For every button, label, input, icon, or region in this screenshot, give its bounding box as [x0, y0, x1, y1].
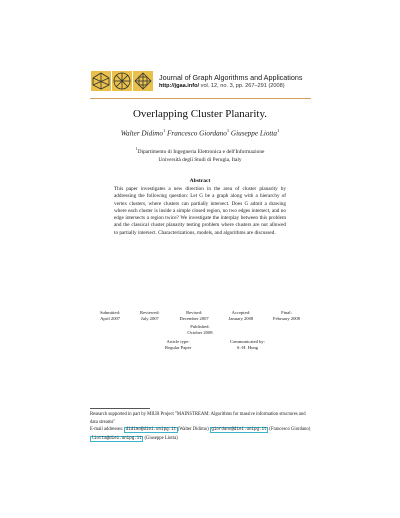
history-date: January 2008 — [228, 316, 254, 321]
history-value: Regular Paper — [165, 345, 192, 350]
jgaa-logo-icon — [90, 70, 154, 92]
journal-name: Journal of Graph Algorithms and Applications — [159, 73, 303, 82]
history-submitted — [100, 310, 120, 322]
footnote-research: Research supported in part by MIUR Project "MAINSTREAM: Algorithms for massive information structures and data streams" — [90, 412, 306, 425]
history-article-type — [165, 339, 191, 351]
email-person: (Giuseppe Liotta) — [144, 435, 178, 441]
history-date: April 2007 — [100, 316, 121, 321]
email-prefix: E-mail addresses: — [90, 427, 125, 432]
history-label: Revised: — [186, 310, 203, 315]
history-label: Communicated by: — [229, 339, 265, 344]
affiliation-line: Dipartimento di Ingegneria Elettronica e dell'Informazione — [137, 148, 265, 155]
history-revised — [180, 310, 209, 322]
author-mark: 1 — [277, 128, 280, 133]
header-rule — [90, 98, 311, 99]
history-date: February 2008 — [273, 316, 300, 321]
history-communicated-by — [230, 339, 265, 351]
history-published — [0, 324, 400, 336]
history-label: Reviewed: — [140, 310, 160, 315]
history-accepted — [229, 310, 254, 322]
submission-row — [165, 339, 265, 351]
affiliation-mark: 1 — [135, 146, 138, 151]
email-person: (Francesco Giordano) — [269, 427, 311, 432]
submission-history — [100, 310, 300, 322]
history-value: S.-H. Hong — [236, 345, 258, 350]
affiliation — [0, 145, 400, 164]
journal-citation-line — [159, 83, 285, 89]
affiliation-line: Università degli Studi di Perugia, Italy — [158, 156, 242, 163]
footnote — [90, 411, 312, 443]
history-label: Final: — [281, 310, 292, 315]
abstract-heading: Abstract — [189, 178, 211, 184]
email-link[interactable]: giordano@diei.unipg.it — [211, 428, 267, 432]
footnote-rule — [90, 408, 150, 409]
history-label: Article type: — [166, 339, 190, 344]
journal-url-link[interactable]: http://jgaa.info/ — [159, 83, 200, 89]
author-mark: 1 — [226, 128, 230, 133]
history-label: Published: — [190, 324, 210, 329]
history-date: December 2007 — [179, 316, 209, 321]
email-link[interactable]: didimo@diei.unipg.it — [125, 428, 177, 432]
abstract-text: This paper investigates a new direction in the area of cluster planarity by addressing the following question: Let G be a graph along with a hierarchy of vertex clusters, where clusters can partially intersect. Does G admit a drawing where each cluster is inside a simple closed region, no two edges intersect, and no edge intersects a region twice? We investigate the interplay between this problem and the classical cluster planarity testing problem where clusters are not allowed to partially intersect. Characterizations, models, and algorithms are discussed. — [114, 186, 286, 236]
history-date: October 2008 — [187, 330, 213, 335]
history-label: Submitted: — [100, 310, 121, 315]
author-mark: 1 — [162, 128, 166, 133]
history-label: Accepted: — [231, 310, 251, 315]
author-list — [0, 128, 400, 137]
journal-citation: vol. 12, no. 3, pp. 267–291 (2008) — [199, 83, 285, 89]
email-person: (Walter Didimo) — [177, 427, 209, 432]
author-name: Giuseppe Liotta — [230, 129, 278, 138]
email-link[interactable]: liotta@diei.unipg.it — [91, 436, 142, 441]
history-final — [273, 310, 300, 322]
history-reviewed — [140, 310, 160, 322]
author-name: Francesco Giordano — [167, 129, 227, 138]
history-date: July 2007 — [140, 316, 159, 321]
submission-row — [100, 310, 300, 322]
author-name: Walter Didimo — [120, 129, 163, 138]
paper-title: Overlapping Cluster Planarity. — [132, 108, 267, 120]
